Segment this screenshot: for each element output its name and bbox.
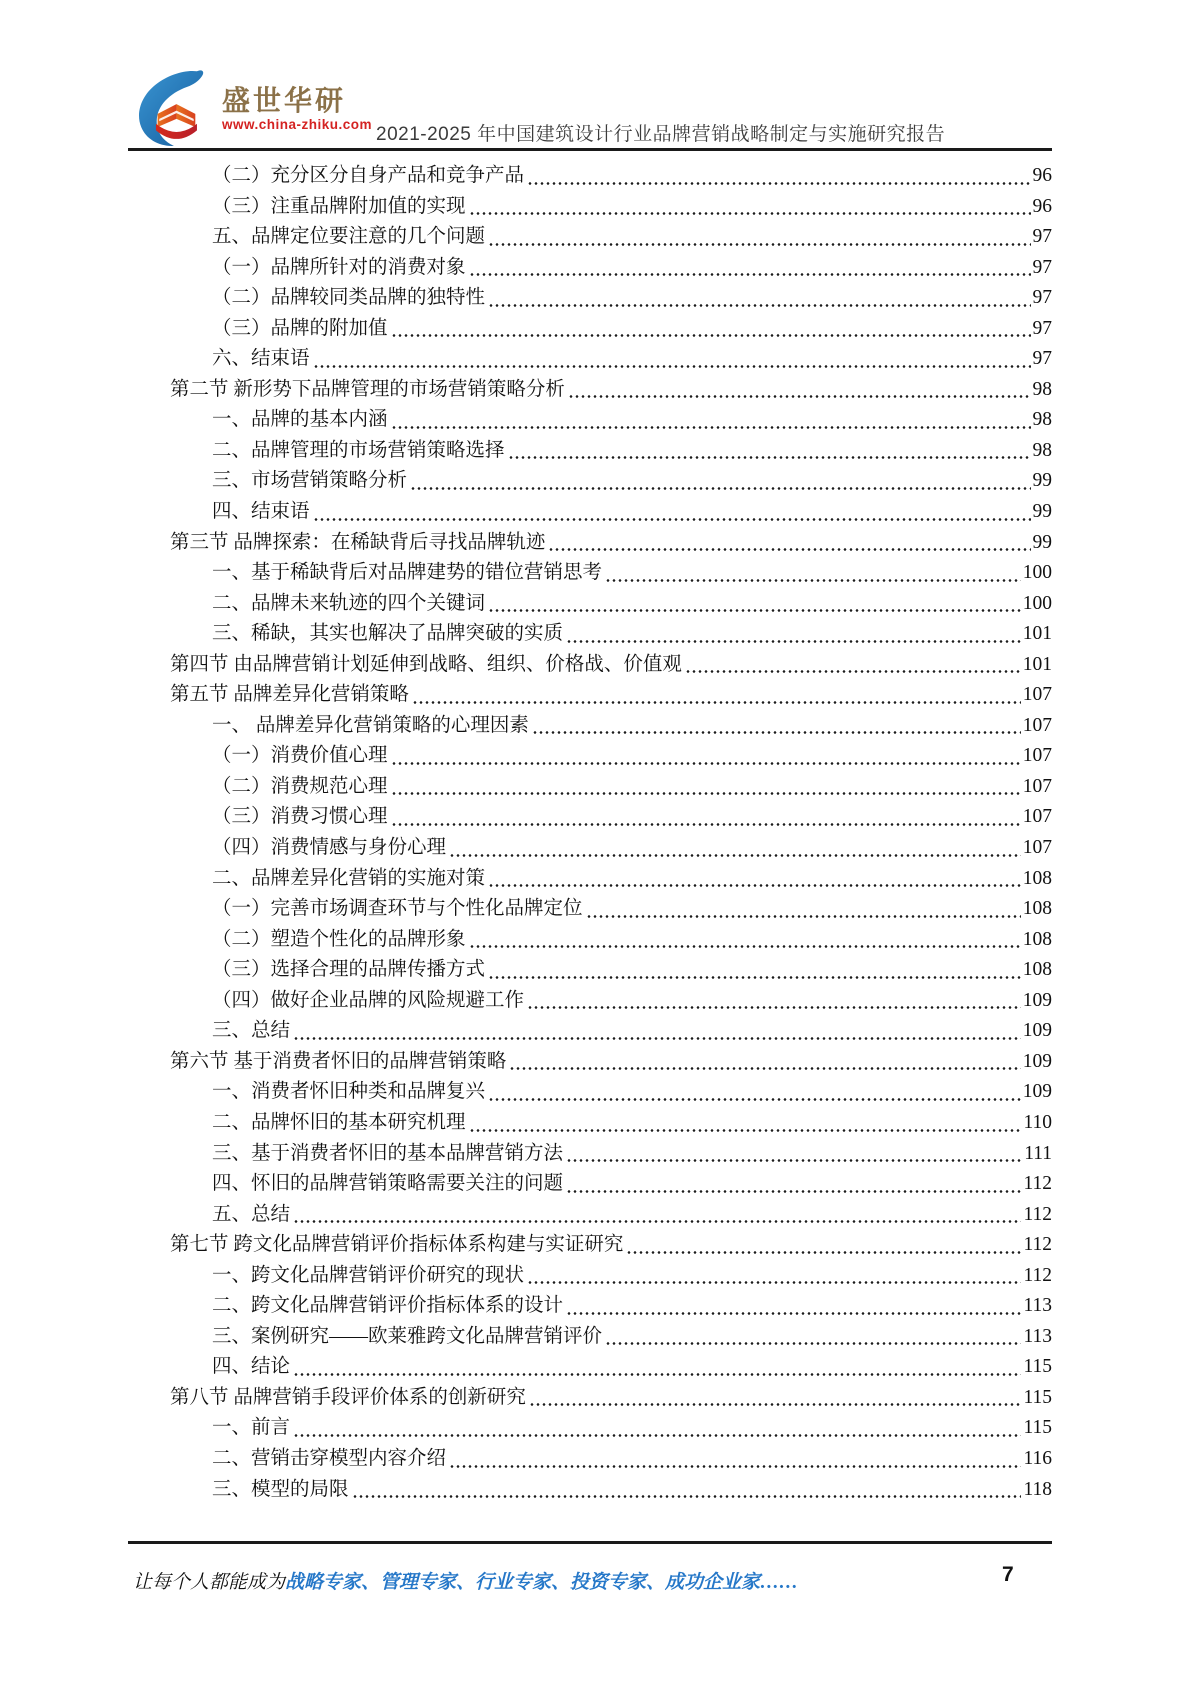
toc-entry-label: 三、稀缺，其实也解决了品牌突破的实质 (212, 623, 564, 645)
toc-dot-leader (508, 456, 1031, 459)
toc-entry (128, 344, 1052, 375)
toc-entry (128, 1475, 1052, 1506)
toc-dot-leader (293, 1220, 1021, 1223)
toc-entry-label: 一、品牌的基本内涵 (212, 409, 388, 431)
toc-entry-label: 第六节 基于消费者怀旧的品牌营销策略 (170, 1050, 507, 1072)
toc-entry-label: 一、跨文化品牌营销评价研究的现状 (212, 1264, 525, 1286)
footer-tagline-highlight: 战略专家、管理专家、行业专家、投资专家、成功企业家…… (285, 1572, 799, 1593)
toc-entry (128, 192, 1052, 223)
toc-entry-label: 二、跨文化品牌营销评价指标体系的设计 (212, 1295, 564, 1317)
toc-page-number: 112 (1023, 1264, 1052, 1286)
toc-page-number: 109 (1022, 1050, 1052, 1072)
toc-dot-leader (391, 762, 1021, 765)
toc-page-number: 98 (1032, 439, 1052, 461)
toc-entry-label: 一、前言 (212, 1417, 291, 1439)
toc-entry-label: 第二节 新形势下品牌管理的市场营销策略分析 (170, 378, 565, 400)
toc-dot-leader (488, 1098, 1021, 1101)
toc-entry (128, 1383, 1052, 1414)
toc-entry (128, 864, 1052, 895)
toc-entry-label: 三、总结 (212, 1020, 291, 1042)
toc-page-number: 107 (1022, 806, 1052, 828)
toc-list (128, 161, 1052, 1505)
toc-page-number: 99 (1032, 470, 1052, 492)
toc-entry-label: 第四节 由品牌营销计划延伸到战略、组织、价格战、价值观 (170, 653, 682, 675)
toc-dot-leader (527, 182, 1030, 185)
toc-page-number: 108 (1022, 867, 1052, 889)
toc-dot-leader (391, 823, 1021, 826)
toc-entry (128, 680, 1052, 711)
toc-entry (128, 375, 1052, 406)
toc-entry-label: 一、基于稀缺背后对品牌建势的错位营销思考 (212, 562, 603, 584)
toc-entry (128, 589, 1052, 620)
toc-entry (128, 1047, 1052, 1078)
toc-page-number: 112 (1023, 1234, 1052, 1256)
toc-page-number: 98 (1032, 409, 1052, 431)
toc-entry (128, 650, 1052, 681)
toc-entry-label: （一）品牌所针对的消费对象 (212, 256, 466, 278)
toc-entry-label: 二、品牌怀旧的基本研究机理 (212, 1111, 466, 1133)
toc-entry-label: 一、消费者怀旧种类和品牌复兴 (212, 1081, 486, 1103)
toc-dot-leader (391, 792, 1021, 795)
toc-entry (128, 741, 1052, 772)
toc-entry-label: （一）完善市场调查环节与个性化品牌定位 (212, 898, 583, 920)
logo-website-url: www.china-zhiku.com (222, 116, 373, 132)
toc-entry-label: 三、案例研究——欧莱雅跨文化品牌营销评价 (212, 1325, 603, 1347)
toc-page-number: 97 (1032, 256, 1052, 278)
toc-dot-leader (412, 701, 1021, 704)
toc-page-number: 97 (1032, 287, 1052, 309)
toc-page-number: 97 (1032, 348, 1052, 370)
header-divider (128, 148, 1052, 151)
toc-dot-leader (532, 731, 1021, 734)
toc-entry-label: （三）注重品牌附加值的实现 (212, 195, 466, 217)
toc-entry-label: （三）消费习惯心理 (212, 806, 388, 828)
toc-entry-label: （四）做好企业品牌的风险规避工作 (212, 989, 525, 1011)
toc-dot-leader (469, 273, 1031, 276)
toc-entry-label: 三、基于消费者怀旧的基本品牌营销方法 (212, 1142, 564, 1164)
toc-page-number: 111 (1024, 1142, 1052, 1164)
toc-dot-leader (391, 426, 1031, 429)
toc-page-number: 107 (1022, 837, 1052, 859)
footer-divider (128, 1541, 1052, 1544)
toc-dot-leader (293, 1434, 1021, 1437)
toc-entry-label: 六、结束语 (212, 348, 310, 370)
toc-entry (128, 833, 1052, 864)
toc-page-number: 101 (1022, 623, 1052, 645)
toc-entry-label: 四、结论 (212, 1356, 291, 1378)
toc-page-number: 107 (1022, 714, 1052, 736)
toc-dot-leader (548, 548, 1030, 551)
toc-entry-label: （二）品牌较同类品牌的独特性 (212, 287, 486, 309)
toc-entry (128, 894, 1052, 925)
logo-brand-name: 盛世华研 (222, 85, 347, 117)
toc-entry-label: 二、营销击穿模型内容介绍 (212, 1447, 447, 1469)
toc-entry-label: 二、品牌管理的市场营销策略选择 (212, 439, 505, 461)
toc-page-number: 99 (1032, 531, 1052, 553)
toc-entry-label: 二、品牌未来轨迹的四个关键词 (212, 592, 486, 614)
toc-page-number: 110 (1023, 1111, 1052, 1133)
toc-page-number: 99 (1032, 501, 1052, 523)
toc-entry (128, 405, 1052, 436)
toc-entry (128, 711, 1052, 742)
toc-dot-leader (605, 579, 1021, 582)
toc-entry (128, 1322, 1052, 1353)
toc-entry (128, 1444, 1052, 1475)
toc-page-number: 113 (1023, 1295, 1052, 1317)
toc-dot-leader (469, 212, 1031, 215)
toc-page-number: 118 (1023, 1478, 1052, 1500)
toc-dot-leader (685, 670, 1021, 673)
toc-entry (128, 466, 1052, 497)
toc-dot-leader (626, 1251, 1021, 1254)
footer-tagline-prefix: 让每个人都能成为 (133, 1572, 286, 1593)
toc-entry-label: 五、品牌定位要注意的几个问题 (212, 226, 486, 248)
toc-entry-label: 四、怀旧的品牌营销策略需要关注的问题 (212, 1173, 564, 1195)
toc-entry (128, 619, 1052, 650)
toc-entry (128, 772, 1052, 803)
toc-entry (128, 925, 1052, 956)
toc-dot-leader (605, 1342, 1021, 1345)
toc-page-number: 108 (1022, 928, 1052, 950)
toc-dot-leader (449, 854, 1021, 857)
toc-page-number: 113 (1023, 1325, 1052, 1347)
toc-entry (128, 1200, 1052, 1231)
toc-dot-leader (566, 1159, 1022, 1162)
toc-entry-label: （二）消费规范心理 (212, 775, 388, 797)
toc-entry (128, 1108, 1052, 1139)
toc-entry (128, 1016, 1052, 1047)
toc-page-number: 97 (1032, 226, 1052, 248)
toc-dot-leader (293, 1037, 1021, 1040)
toc-page-number: 96 (1032, 165, 1052, 186)
toc-page-number: 115 (1023, 1386, 1052, 1408)
toc-entry (128, 161, 1052, 192)
toc-dot-leader (566, 1312, 1021, 1315)
toc-entry-label: 第三节 品牌探索：在稀缺背后寻找品牌轨迹 (170, 531, 546, 553)
toc-entry-label: （二）塑造个性化的品牌形象 (212, 928, 466, 950)
toc-page-number: 115 (1023, 1356, 1052, 1378)
toc-dot-leader (488, 609, 1021, 612)
toc-dot-leader (566, 1190, 1021, 1193)
toc-entry (128, 1230, 1052, 1261)
toc-entry-label: （一）消费价值心理 (212, 745, 388, 767)
toc-entry (128, 558, 1052, 589)
toc-page-number: 108 (1022, 959, 1052, 981)
toc-entry (128, 253, 1052, 284)
toc-dot-leader (566, 640, 1021, 643)
toc-dot-leader (391, 334, 1031, 337)
toc-page-number: 101 (1022, 653, 1052, 675)
toc-entry-label: （四）消费情感与身份心理 (212, 837, 447, 859)
toc-page-number: 107 (1022, 684, 1052, 706)
toc-page-number: 116 (1023, 1447, 1052, 1469)
toc-entry-label: （三）选择合理的品牌传播方式 (212, 959, 486, 981)
toc-dot-leader (488, 976, 1021, 979)
toc-dot-leader (488, 243, 1030, 246)
toc-dot-leader (410, 487, 1030, 490)
toc-page-number: 100 (1022, 562, 1052, 584)
toc-dot-leader (488, 884, 1021, 887)
toc-page-number: 112 (1023, 1203, 1052, 1225)
toc-page-number: 100 (1022, 592, 1052, 614)
toc-dot-leader (529, 1403, 1022, 1406)
report-title: 2021-2025 年中国建筑设计行业品牌营销战略制定与实施研究报告 (376, 124, 946, 145)
toc-dot-leader (469, 945, 1021, 948)
toc-dot-leader (449, 1465, 1021, 1468)
toc-entry (128, 955, 1052, 986)
toc-dot-leader (352, 1495, 1022, 1498)
toc-dot-leader (586, 915, 1021, 918)
toc-page-number: 109 (1022, 989, 1052, 1011)
toc-entry-label: 第七节 跨文化品牌营销评价指标体系构建与实证研究 (170, 1234, 624, 1256)
toc-page-number: 108 (1022, 898, 1052, 920)
toc-entry (128, 1077, 1052, 1108)
toc-entry (128, 802, 1052, 833)
toc-page-number: 109 (1022, 1081, 1052, 1103)
toc-entry (128, 986, 1052, 1017)
toc-entry-label: 第八节 品牌营销手段评价体系的创新研究 (170, 1386, 526, 1408)
toc-dot-leader (313, 365, 1031, 368)
toc-page-number: 107 (1022, 745, 1052, 767)
toc-entry (128, 497, 1052, 528)
toc-entry (128, 436, 1052, 467)
toc-dot-leader (469, 1129, 1022, 1132)
toc-entry-label: 一、 品牌差异化营销策略的心理因素 (212, 714, 529, 736)
toc-entry (128, 1169, 1052, 1200)
toc-page-number: 107 (1022, 775, 1052, 797)
logo-book-swoosh-icon (132, 68, 216, 150)
toc-entry (128, 1413, 1052, 1444)
toc-dot-leader (568, 395, 1031, 398)
toc-entry (128, 314, 1052, 345)
toc-entry-label: 第五节 品牌差异化营销策略 (170, 684, 409, 706)
toc-dot-leader (313, 518, 1031, 521)
toc-entry-label: 三、模型的局限 (212, 1478, 349, 1500)
toc-dot-leader (527, 1281, 1021, 1284)
toc-dot-leader (509, 1067, 1020, 1070)
toc-page-number: 97 (1032, 317, 1052, 339)
company-logo (132, 68, 372, 150)
toc-entry-label: 四、结束语 (212, 501, 310, 523)
toc-entry (128, 1291, 1052, 1322)
toc-entry (128, 283, 1052, 314)
toc-page-number: 109 (1022, 1020, 1052, 1042)
toc-page-number: 112 (1023, 1173, 1052, 1195)
footer-page-number: 7 (1002, 1563, 1014, 1586)
toc-entry-label: （二）充分区分自身产品和竞争产品 (212, 165, 525, 186)
toc-dot-leader (488, 304, 1030, 307)
toc-entry (128, 1261, 1052, 1292)
toc-page-number: 98 (1032, 378, 1052, 400)
toc-dot-leader (527, 1006, 1021, 1009)
footer-tagline (133, 1567, 798, 1594)
toc-entry (128, 528, 1052, 559)
toc-entry-label: 二、品牌差异化营销的实施对策 (212, 867, 486, 889)
toc-page-number: 96 (1032, 195, 1052, 217)
toc-page-number: 115 (1023, 1417, 1052, 1439)
toc-entry (128, 222, 1052, 253)
toc-entry-label: 三、市场营销策略分析 (212, 470, 408, 492)
toc-dot-leader (293, 1373, 1021, 1376)
toc-entry-label: （三）品牌的附加值 (212, 317, 388, 339)
toc-entry (128, 1139, 1052, 1170)
toc-entry (128, 1352, 1052, 1383)
toc-entry-label: 五、总结 (212, 1203, 291, 1225)
